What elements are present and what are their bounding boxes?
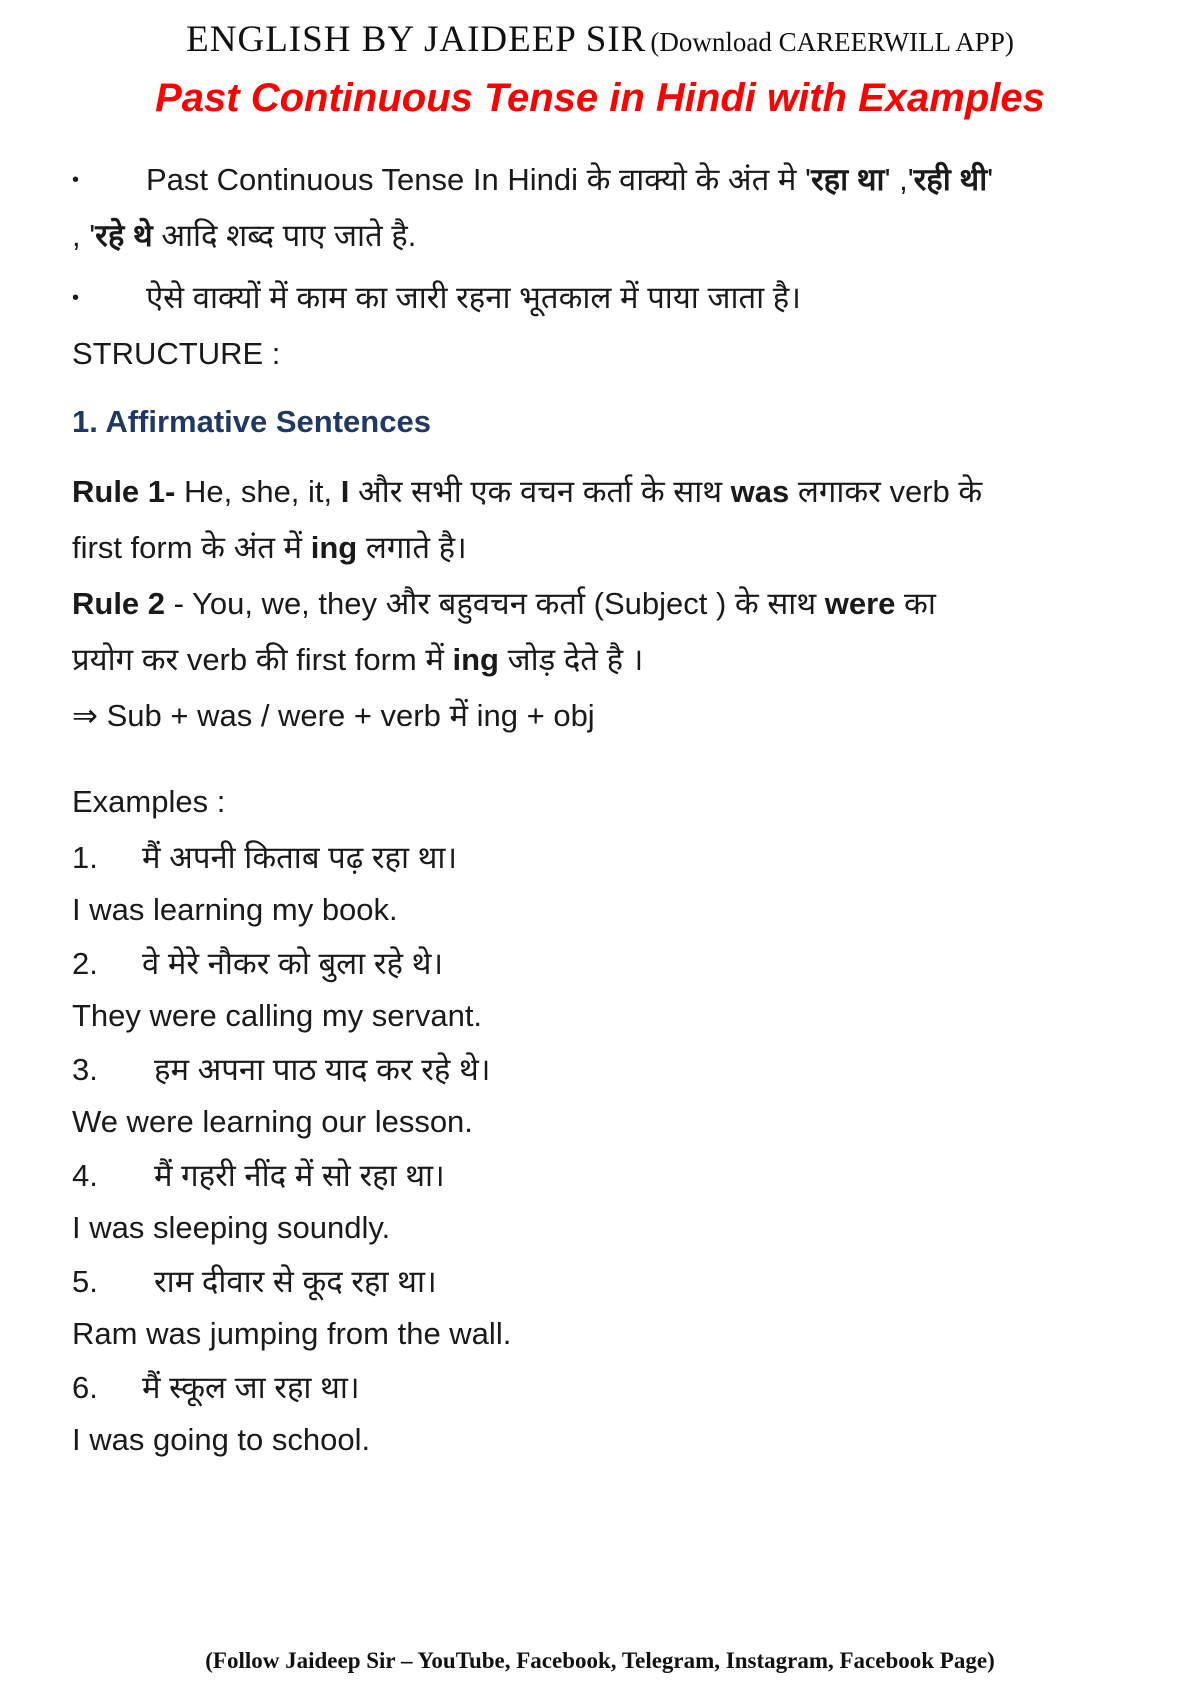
page-header — [0, 18, 1200, 61]
rule-text: का — [895, 586, 936, 621]
bullet-item-1 — [72, 152, 1132, 264]
document-body — [72, 152, 1132, 1466]
bullet-text: ऐसे वाक्यों में काम का जारी रहना भूतकाल में पाया जाता है। — [146, 280, 802, 315]
rule-text: लगाकर verb के — [789, 474, 983, 509]
rule-1-line-1 — [72, 464, 1132, 520]
header-subtitle: (Download CAREERWILL APP) — [650, 27, 1014, 57]
example-item — [72, 1254, 1132, 1358]
example-english: They were calling my servant. — [72, 998, 483, 1033]
example-item — [72, 830, 1132, 934]
rule-text: - You, we, they और बहुवचन कर्ता (Subject ) के साथ — [165, 586, 825, 621]
example-english: Ram was jumping from the wall. — [72, 1316, 512, 1351]
bullet-icon: • — [72, 287, 80, 309]
bold-phrase: were — [824, 586, 896, 621]
page-footer: (Follow Jaideep Sir – YouTube, Facebook, Telegram, Instagram, Facebook Page) — [205, 1648, 995, 1673]
bold-phrase: I — [340, 474, 350, 509]
example-hindi — [72, 830, 1132, 886]
examples-list — [72, 830, 1132, 1464]
bold-phrase: was — [730, 474, 790, 509]
bold-phrase: रही थी — [913, 162, 988, 197]
page-title: Past Continuous Tense in Hindi with Examples — [155, 76, 1045, 120]
rule-2 — [72, 576, 1132, 688]
bold-phrase: रहा था — [810, 162, 885, 197]
rule-2-line-1 — [72, 576, 1132, 632]
rule-label: Rule 1- — [72, 474, 176, 509]
rule-text: जोड़ देते है । — [499, 642, 644, 677]
example-english: I was going to school. — [72, 1422, 371, 1457]
bullet-text: आदि शब्द पाए जाते है. — [152, 218, 417, 253]
example-hindi-text: मैं गहरी नींद में सो रहा था। — [154, 1158, 445, 1193]
example-hindi — [72, 936, 1132, 992]
bold-phrase: ing — [452, 642, 499, 677]
example-hindi — [72, 1360, 1132, 1416]
example-hindi-text: हम अपना पाठ याद कर रहे थे। — [154, 1052, 491, 1087]
example-hindi — [72, 1148, 1132, 1204]
example-hindi-text: राम दीवार से कूद रहा था। — [154, 1264, 437, 1299]
example-number: 2. — [72, 946, 98, 981]
structure-formula: ⇒ Sub + was / were + verb में ing + obj — [72, 698, 595, 733]
example-english: I was learning my book. — [72, 892, 398, 927]
rule-text: first form के अंत में — [72, 530, 311, 565]
bullet-text: , ' — [72, 218, 96, 253]
example-english: We were learning our lesson. — [72, 1104, 473, 1139]
example-hindi — [72, 1042, 1132, 1098]
example-english: I was sleeping soundly. — [72, 1210, 391, 1245]
example-item — [72, 1360, 1132, 1464]
example-item — [72, 936, 1132, 1040]
rule-1-line-2 — [72, 520, 1132, 576]
rule-1 — [72, 464, 1132, 576]
example-number: 3. — [72, 1052, 98, 1087]
structure-label: STRUCTURE : — [72, 336, 281, 371]
bullet-text: Past Continuous Tense In Hindi के वाक्यो के अंत मे ' — [146, 162, 811, 197]
bold-phrase: ing — [310, 530, 358, 565]
section-heading: 1. Affirmative Sentences — [72, 404, 431, 439]
example-number: 1. — [72, 840, 98, 875]
bullet-continuation — [72, 208, 1132, 264]
rule-2-line-2 — [72, 632, 1132, 688]
example-hindi-text: मैं स्कूल जा रहा था। — [142, 1370, 360, 1405]
bullet-icon: • — [72, 169, 80, 191]
bold-phrase: रहे थे — [95, 218, 153, 253]
rule-label: Rule 2 — [72, 586, 166, 621]
rule-text: He, she, it, — [175, 474, 341, 509]
bullet-text: ' ,' — [884, 162, 914, 197]
rule-text: और सभी एक वचन कर्ता के साथ — [349, 474, 731, 509]
example-number: 4. — [72, 1158, 98, 1193]
example-item — [72, 1148, 1132, 1252]
header-title: ENGLISH BY JAIDEEP SIR — [186, 19, 647, 60]
example-hindi-text: मैं अपनी किताब पढ़ रहा था। — [142, 840, 458, 875]
examples-label: Examples : — [72, 784, 226, 819]
example-item — [72, 1042, 1132, 1146]
example-number: 5. — [72, 1264, 98, 1299]
bullet-item-2 — [72, 270, 1132, 326]
rule-text: लगाते है। — [357, 530, 467, 565]
rule-text: प्रयोग कर verb की first form में — [72, 642, 453, 677]
bullet-text: ' — [987, 162, 994, 197]
example-hindi-text: वे मेरे नौकर को बुला रहे थे। — [142, 946, 444, 981]
example-number: 6. — [72, 1370, 98, 1405]
example-hindi — [72, 1254, 1132, 1310]
